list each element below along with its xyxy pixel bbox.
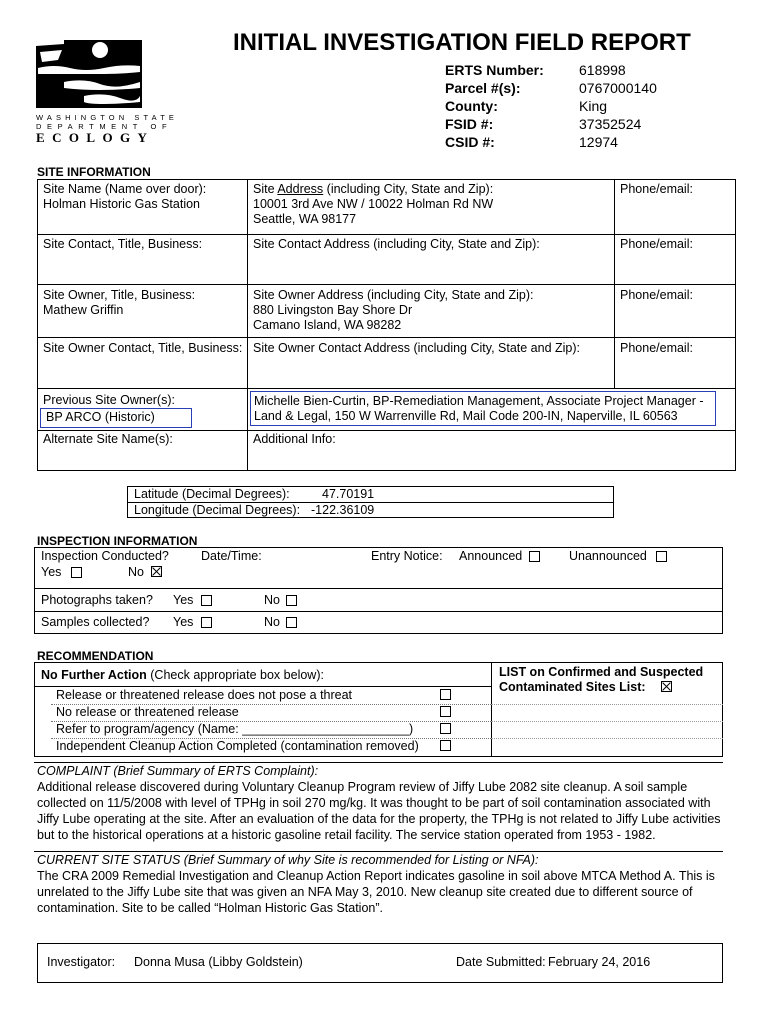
list-label-line2: Contaminated Sites List: [499, 680, 646, 694]
ecology-logo [34, 38, 178, 145]
county-value: King [579, 98, 608, 114]
site-name-label: Site Name (Name over door): [43, 182, 207, 196]
prev-owner-contact-line2-clip [254, 409, 714, 423]
prev-owner-label: Previous Site Owner(s): [43, 393, 175, 407]
nfa-option-4-checkbox[interactable] [440, 740, 451, 751]
entry-notice-label: Entry Notice: [371, 549, 443, 563]
nfa-option-2-checkbox[interactable] [440, 706, 451, 717]
latitude-label: Latitude (Decimal Degrees): [134, 487, 290, 501]
csid-label: CSID #: [445, 134, 495, 150]
photos-no-checkbox[interactable] [286, 595, 297, 606]
investigator-label: Investigator: [47, 955, 116, 969]
prev-owner-contact-line1: Michelle Bien-Curtin, BP-Remediation Management, Associate Project Manager - [254, 394, 704, 408]
list-checkbox[interactable] [661, 681, 672, 692]
recommendation-header-line [34, 686, 491, 687]
inspection-row-line [34, 588, 723, 589]
investigator-value: Donna Musa (Libby Goldstein) [134, 955, 303, 969]
washington-map-icon [34, 38, 146, 110]
site-contact-label: Site Contact, Title, Business: [43, 237, 203, 251]
owner-contact-label: Site Owner Contact, Title, Business: [43, 341, 243, 355]
site-address-label [253, 182, 493, 197]
page-title: INITIAL INVESTIGATION FIELD REPORT [233, 29, 691, 56]
additional-info-label: Additional Info: [253, 432, 336, 446]
photos-yes-label: Yes [173, 593, 194, 607]
list-dotted-line [491, 704, 723, 705]
owner-address-line1: 880 Livingston Bay Shore Dr [253, 303, 413, 317]
conducted-yes-checkbox[interactable] [71, 567, 82, 578]
owner-address-line2: Camano Island, WA 98282 [253, 318, 402, 332]
site-address-line1: 10001 3rd Ave NW / 10022 Holman Rd NW [253, 197, 494, 211]
samples-label: Samples collected? [41, 615, 150, 629]
longitude-label: Longitude (Decimal Degrees): [134, 503, 301, 517]
status-rule [34, 851, 723, 852]
longitude-value: -122.36109 [311, 503, 375, 517]
nfa-option-3-checkbox[interactable] [440, 723, 451, 734]
logo-line1: WASHINGTON STATE [36, 113, 178, 122]
site-address-label-post: (including City, State and Zip): [323, 182, 494, 196]
inspection-heading: INSPECTION INFORMATION [37, 534, 198, 548]
unannounced-checkbox[interactable] [656, 551, 667, 562]
conducted-yes-label: Yes [41, 565, 62, 579]
site-address-line2: Seattle, WA 98177 [253, 212, 357, 226]
nfa-option-4: Independent Cleanup Action Completed (contamination removed) [56, 739, 419, 753]
inspection-conducted-label: Inspection Conducted? [41, 549, 169, 563]
site-info-row-line [37, 337, 736, 338]
list-label-line1: LIST on Confirmed and Suspected [499, 665, 704, 679]
parcel-value: 0767000140 [579, 80, 657, 96]
nfa-option-3: Refer to program/agency (Name: ________________________) [56, 722, 414, 736]
phone-label: Phone/email: [620, 182, 693, 196]
county-label: County: [445, 98, 498, 114]
csid-value: 12974 [579, 134, 618, 150]
recommendation-divider [491, 662, 492, 757]
complaint-text: Additional release discovered during Voluntary Cleanup Program review of Jiffy Lube 2082 site cleanup. A soil sample collected on 11/5/2008 with level of TPHg in soil 270 mg/kg. It was thought to be part of soil contamination associated with Jiffy Lube operating at the site. After an evaluation of the data for the property, the TPHg is not related to Jiffy Lube activities but to the historical operations at a historic gasoline retail facility. The service station operated from 1953 - 1982. [37, 780, 721, 842]
site-address-label-underlined: Address [277, 182, 324, 196]
latitude-value: 47.70191 [322, 487, 375, 501]
site-info-row-line [37, 234, 736, 235]
date-submitted-value: February 24, 2016 [548, 955, 651, 969]
photos-yes-checkbox[interactable] [201, 595, 212, 606]
site-info-divider-1 [247, 179, 248, 471]
site-address-label-pre: Site [253, 182, 278, 196]
recommendation-heading: RECOMMENDATION [37, 649, 154, 663]
inspection-row-line [34, 611, 723, 612]
parcel-label: Parcel #(s): [445, 80, 521, 96]
owner-address-label: Site Owner Address (including City, State and Zip): [253, 288, 534, 302]
site-name-value: Holman Historic Gas Station [43, 197, 201, 211]
site-info-row-line [37, 388, 736, 389]
list-dotted-line [491, 721, 723, 722]
phone-label: Phone/email: [620, 237, 693, 251]
nfa-label [41, 668, 324, 683]
announced-label: Announced [459, 549, 523, 563]
site-info-row-line [37, 430, 736, 431]
photos-no-label: No [264, 593, 280, 607]
date-submitted-label: Date Submitted: [456, 955, 546, 969]
fsid-value: 37352524 [579, 116, 642, 132]
nfa-option-1: Release or threatened release does not pose a threat [56, 688, 353, 702]
site-info-row-line [37, 284, 736, 285]
alt-name-label: Alternate Site Name(s): [43, 432, 173, 446]
samples-no-label: No [264, 615, 280, 629]
site-info-heading: SITE INFORMATION [37, 165, 151, 179]
prev-owner-value: BP ARCO (Historic) [46, 410, 155, 424]
complaint-heading: COMPLAINT (Brief Summary of ERTS Complaint): [37, 764, 319, 778]
owner-value: Mathew Griffin [43, 303, 124, 317]
site-contact-address-label: Site Contact Address (including City, State and Zip): [253, 237, 540, 251]
status-heading: CURRENT SITE STATUS (Brief Summary of why Site is recommended for Listing or NFA): [37, 853, 539, 867]
status-text: The CRA 2009 Remedial Investigation and Cleanup Action Report indicates gasoline in soil above MTCA Method A. This is unrelated to the Jiffy Lube site that was given an NFA May 3, 2010. New cleanup site created due to different source of contamination. Site to be called “Holman Historic Gas Station”. [37, 869, 715, 915]
photos-label: Photographs taken? [41, 593, 153, 607]
owner-contact-address-label: Site Owner Contact Address (including City, State and Zip): [253, 341, 581, 355]
fsid-label: FSID #: [445, 116, 494, 132]
announced-checkbox[interactable] [529, 551, 540, 562]
logo-line2: DEPARTMENT OF [36, 122, 173, 131]
erts-label: ERTS Number: [445, 62, 544, 78]
samples-yes-label: Yes [173, 615, 194, 629]
nfa-option-1-checkbox[interactable] [440, 689, 451, 700]
owner-label: Site Owner, Title, Business: [43, 288, 196, 302]
nfa-label-bold: No Further Action [41, 668, 147, 682]
unannounced-label: Unannounced [569, 549, 647, 563]
samples-yes-checkbox[interactable] [201, 617, 212, 628]
conducted-no-checkbox[interactable] [151, 566, 162, 577]
phone-label: Phone/email: [620, 288, 693, 302]
prev-owner-contact-line2: Land & Legal, 150 W Warrenville Rd, Mail Code 200-IN, Naperville, IL 60563 [254, 409, 678, 423]
datetime-label: Date/Time: [201, 549, 262, 563]
samples-no-checkbox[interactable] [286, 617, 297, 628]
nfa-option-2: No release or threatened release [56, 705, 239, 719]
conducted-no-label: No [128, 565, 144, 579]
logo-line3: ECOLOGY [36, 130, 155, 145]
nfa-label-rest: (Check appropriate box below): [146, 668, 324, 682]
phone-label: Phone/email: [620, 341, 693, 355]
list-dotted-line [491, 738, 723, 739]
erts-value: 618998 [579, 62, 626, 78]
complaint-rule [34, 762, 723, 763]
